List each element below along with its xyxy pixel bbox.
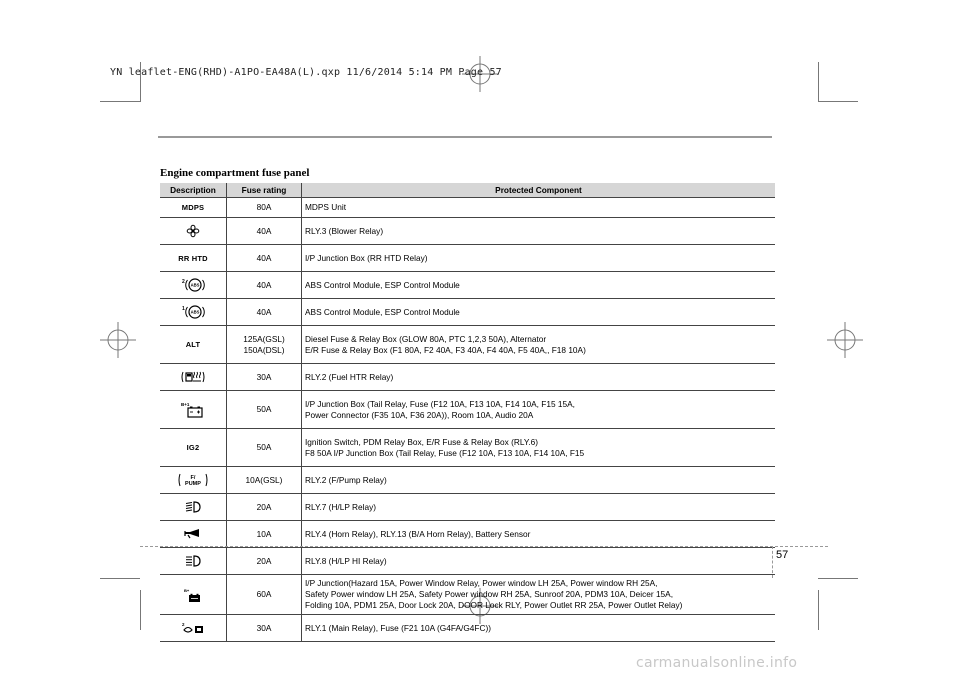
description-cell [160, 575, 227, 615]
component-cell: ABS Control Module, ESP Control Module [302, 299, 776, 326]
svg-text:2: 2 [182, 622, 185, 627]
crop-mark [818, 101, 858, 102]
page-number: 57 [776, 549, 789, 561]
battery-icon [180, 401, 206, 419]
description-cell [160, 364, 227, 391]
description-cell [160, 299, 227, 326]
table-row [160, 299, 775, 326]
table-row [160, 429, 775, 467]
column-header: Fuse rating [227, 183, 302, 198]
svg-text:ABS: ABS [190, 282, 200, 288]
page-number-divider [772, 546, 773, 578]
component-cell: MDPS Unit [302, 198, 776, 218]
description-cell [160, 494, 227, 521]
component-cell: RLY.2 (F/Pump Relay) [302, 467, 776, 494]
fuel-pump-label [177, 472, 209, 488]
alt-label: ALT [185, 340, 201, 349]
rating-cell: 30A [227, 615, 302, 642]
component-cell: RLY.8 (H/LP HI Relay) [302, 548, 776, 575]
description-cell [160, 429, 227, 467]
column-header: Description [160, 183, 227, 198]
rating-cell: 40A [227, 245, 302, 272]
rating-cell: 10A [227, 521, 302, 548]
table-row [160, 364, 775, 391]
description-cell [160, 391, 227, 429]
abs-icon [180, 277, 206, 293]
high-beam-icon [184, 554, 202, 568]
svg-text:2: 2 [182, 279, 185, 285]
component-cell: RLY.7 (H/LP Relay) [302, 494, 776, 521]
svg-text:F/: F/ [190, 475, 196, 481]
rating-cell: 40A [227, 218, 302, 245]
crop-mark [818, 578, 858, 579]
description-cell [160, 326, 227, 364]
component-cell: I/P Junction(Hazard 15A, Power Window Relay, Power window LH 25A, Power window RH 25A, Safety Power window LH 25A, Safety Power window RH 25A, Sunroof 20A, PDM3 10A, Deicer 15A, Folding 10A, PDM1 25A, Door Lock 20A, DOOR Lock RLY, Power Outlet RR 25A, Power Outlet Relay) [302, 575, 776, 615]
registration-mark-icon [100, 322, 136, 358]
table-row [160, 521, 775, 548]
component-cell: Diesel Fuse & Relay Box (GLOW 80A, PTC 1,2,3 50A), Alternator E/R Fuse & Relay Box (F1 80A, F2 40A, F3 40A, F4 40A, F5 40A,, F18 10A) [302, 326, 776, 364]
rating-cell: 20A [227, 548, 302, 575]
rating-cell: 30A [227, 364, 302, 391]
component-cell: ABS Control Module, ESP Control Module [302, 272, 776, 299]
column-header: Protected Component [302, 183, 776, 198]
table-row [160, 245, 775, 272]
low-beam-icon [184, 500, 202, 514]
crop-mark [818, 590, 819, 630]
svg-text:PUMP: PUMP [185, 481, 201, 487]
table-header-row [160, 183, 775, 198]
fuel-heater-icon [180, 370, 206, 384]
component-cell: I/P Junction Box (RR HTD Relay) [302, 245, 776, 272]
description-cell [160, 245, 227, 272]
crop-mark [100, 578, 140, 579]
section-title: Engine compartment fuse panel [160, 167, 310, 179]
component-cell: RLY.1 (Main Relay), Fuse (F21 10A (G4FA/G4FC)) [302, 615, 776, 642]
table-row [160, 198, 775, 218]
table-row [160, 615, 775, 642]
description-cell [160, 218, 227, 245]
table-row [160, 391, 775, 429]
table-row [160, 494, 775, 521]
component-cell: I/P Junction Box (Tail Relay, Fuse (F12 10A, F13 10A, F14 10A, F15 15A, Power Connector (F35 10A, F36 20A)), Room 10A, Audio 20A [302, 391, 776, 429]
description-cell [160, 198, 227, 218]
table-row [160, 575, 775, 615]
main-relay-icon [181, 621, 205, 635]
crop-mark [818, 62, 819, 102]
table-row [160, 272, 775, 299]
mdps-label: MDPS [181, 203, 205, 212]
table-row [160, 218, 775, 245]
description-cell [160, 467, 227, 494]
rating-cell: 80A [227, 198, 302, 218]
rating-cell: 50A [227, 429, 302, 467]
crop-mark [140, 590, 141, 630]
print-header: YN leaflet-ENG(RHD)-A1PO-EA48A(L).qxp 11/6/2014 5:14 PM Page 57 [110, 67, 502, 78]
watermark: carmanualsonline.info [636, 655, 798, 671]
svg-text:B+1: B+1 [181, 401, 190, 407]
table-row [160, 467, 775, 494]
component-cell: RLY.3 (Blower Relay) [302, 218, 776, 245]
description-cell [160, 272, 227, 299]
top-rule [158, 136, 772, 138]
rating-cell: 20A [227, 494, 302, 521]
rating-cell: 50A [227, 391, 302, 429]
table-row [160, 548, 775, 575]
rating-cell: 60A [227, 575, 302, 615]
component-cell: Ignition Switch, PDM Relay Box, E/R Fuse & Relay Box (RLY.6) F8 50A I/P Junction Box (Tail Relay, Fuse (F12 10A, F13 10A, F14 10A, F15 [302, 429, 776, 467]
rr-htd-label: RR HTD [178, 253, 208, 263]
table-row [160, 326, 775, 364]
component-cell: RLY.4 (Horn Relay), RLY.13 (B/A Horn Relay), Battery Sensor [302, 521, 776, 548]
description-cell [160, 615, 227, 642]
battery-small-icon [182, 587, 204, 603]
rating-cell: 40A [227, 299, 302, 326]
svg-text:ABS: ABS [190, 309, 200, 315]
fuse-table [160, 183, 775, 642]
ig2-label: IG2 [186, 443, 200, 452]
component-cell: RLY.2 (Fuel HTR Relay) [302, 364, 776, 391]
registration-mark-icon [827, 322, 863, 358]
crop-mark [100, 101, 140, 102]
svg-text:B+: B+ [184, 587, 190, 593]
rating-cell: 125A(GSL) 150A(DSL) [227, 326, 302, 364]
footer-dashed-rule [140, 546, 828, 547]
description-cell [160, 521, 227, 548]
blower-fan-icon [186, 224, 200, 238]
rating-cell: 40A [227, 272, 302, 299]
svg-text:1: 1 [182, 306, 185, 312]
horn-icon [184, 528, 202, 540]
rating-cell: 10A(GSL) [227, 467, 302, 494]
description-cell [160, 548, 227, 575]
abs-icon [180, 304, 206, 320]
